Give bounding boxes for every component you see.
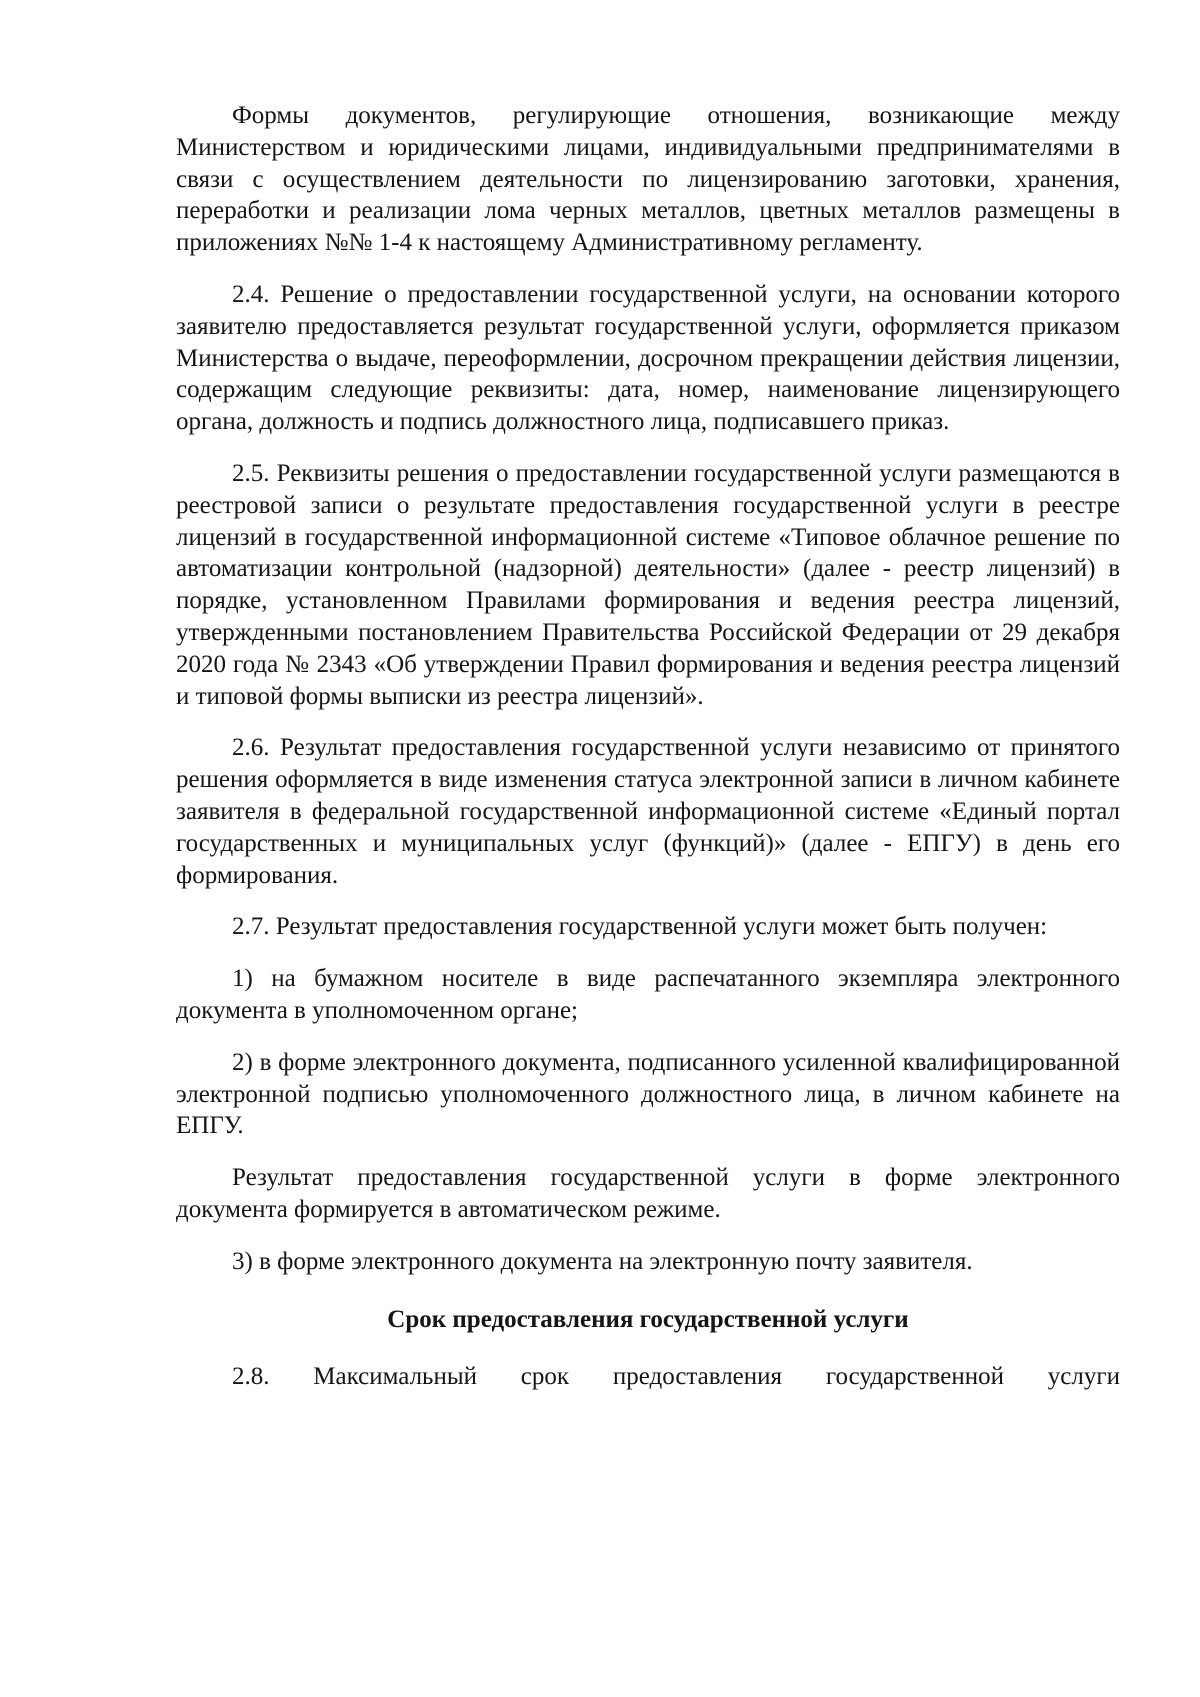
- paragraph-2-7-item-1: 1) на бумажном носителе в виде распечатанного экземпляра электронного документа в уполномоченном органе;: [176, 965, 1120, 1024]
- paragraph-2-7: 2.7. Результат предоставления государственной услуги может быть получен:: [232, 913, 1048, 941]
- paragraph-forms: Формы документов, регулирующие отношения, возникающие между Министерством и юридическими лицами, индивидуальными предпринимателями в связи с осуществлением деятельности по лицензированию заготовки, хранения, переработки и реализации лома черных металлов, цветных металлов размещены в приложениях №№ 1-4 к настоящему Административному регламенту.: [176, 102, 1120, 257]
- paragraph-2-8: 2.8. Максимальный срок предоставления государственной услуги: [232, 1363, 1120, 1391]
- section-heading: Срок предоставления государственной услуги: [387, 1305, 909, 1333]
- paragraph-2-4: 2.4. Решение о предоставлении государственной услуги, на основании которого заявителю предоставляется результат государственной услуги, оформляется приказом Министерства о выдаче, переоформлении, досрочном прекращении действия лицензии, содержащим следующие реквизиты: дата, номер, наименование лицензирующего органа, должность и подпись должностного лица, подписавшего приказ.: [176, 280, 1120, 436]
- paragraph-2-6: 2.6. Результат предоставления государственной услуги независимо от принятого решения оформляется в виде изменения статуса электронной записи в личном кабинете заявителя в федеральной государственной информационной системе «Единый портал государственных и муниципальных услуг (функций)» (далее - ЕПГУ) в день его формирования.: [176, 734, 1120, 889]
- paragraph-2-7-item-2: 2) в форме электронного документа, подписанного усиленной квалифицированной электронной подписью уполномоченного должностного лица, в личном кабинете на ЕПГУ.: [176, 1048, 1120, 1140]
- document-body: [176, 100, 1120, 1413]
- paragraph-electronic-result: Результат предоставления государственной услуги в форме электронного документа формируется в автоматическом режиме.: [176, 1164, 1120, 1223]
- paragraph-2-5: 2.5. Реквизиты решения о предоставлении государственной услуги размещаются в реестровой записи о результате предоставления государственной услуги в реестре лицензий в государственной информационной системе «Типовое облачное решение по автоматизации контрольной (надзорной) деятельности» (далее - реестр лицензий) в порядке, установленном Правилами формирования и ведения реестра лицензий, утвержденными постановлением Правительства Российской Федерации от 29 декабря 2020 года № 2343 «Об утверждении Правил формирования и ведения реестра лицензий и типовой формы выписки из реестра лицензий».: [176, 459, 1120, 710]
- paragraph-2-7-item-3: 3) в форме электронного документа на электронную почту заявителя.: [232, 1247, 973, 1275]
